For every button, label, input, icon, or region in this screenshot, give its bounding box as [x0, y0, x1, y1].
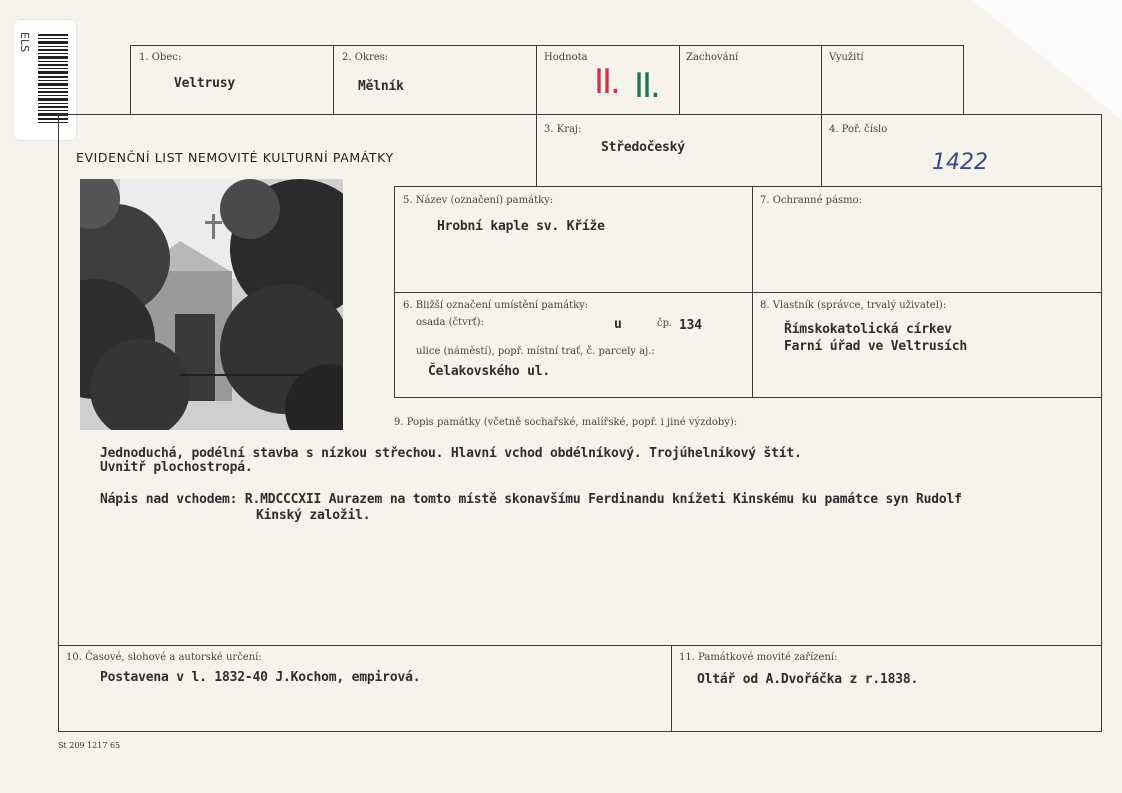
obec-value: Veltrusy [174, 76, 236, 91]
footer-code: St 209 1217 65 [58, 741, 121, 750]
hodnota-label: Hodnota [544, 52, 588, 63]
nazev-label: 5. Název (označení) památky: [403, 195, 554, 206]
popis-line2: Uvnitř plochostropá. [100, 460, 253, 475]
okres-value: Mělník [358, 79, 404, 94]
pasmo-label: 7. Ochranné pásmo: [760, 195, 863, 206]
popis-line3: Nápis nad vchodem: R.MDCCCXII Aurazem na tomto místě skonavšímu Ferdinandu knížeti Kinskému ku památce syn Rudolf [100, 492, 962, 507]
nazev-value: Hrobní kaple sv. Kříže [437, 219, 605, 234]
form-title: EVIDENČNÍ LIST NEMOVITÉ KULTURNÍ PAMÁTKY [76, 150, 394, 165]
por-cislo-label: 4. Poř. číslo [829, 124, 888, 135]
popis-line4: Kinský založil. [256, 508, 371, 523]
umisteni-label: 6. Bližší označení umístění památky: [403, 300, 589, 311]
zarizeni-value: Oltář od A.Dvořáčka z r.1838. [697, 672, 919, 687]
vlastnik-label: 8. Vlastník (správce, trvalý uživatel): [760, 300, 947, 311]
u-value: u [614, 317, 622, 332]
zachovani-label: Zachování [686, 52, 739, 63]
por-cislo-value: 1422 [932, 150, 988, 175]
vlastnik-line2: Farní úřad ve Veltrusích [784, 339, 968, 354]
ulice-label: ulice (náměstí), popř. místní trať, č. parcely aj.: [416, 346, 655, 357]
ulice-value: Čelakovského ul. [428, 364, 551, 379]
obec-label: 1. Obec: [139, 52, 182, 63]
urceni-label: 10. Časové, slohové a autorské určení: [66, 652, 262, 663]
folded-corner [972, 0, 1122, 120]
barcode-text: ELS [18, 32, 31, 53]
zarizeni-label: 11. Památkové movité zařízení: [679, 652, 838, 663]
kraj-value: Středočeský [601, 140, 685, 155]
cp-label: čp. [657, 318, 673, 329]
hodnota-value-green: II. [634, 66, 659, 106]
cp-value: 134 [679, 318, 702, 333]
hodnota-value-red: II. [594, 62, 619, 102]
monument-photo [80, 179, 343, 430]
kraj-label: 3. Kraj: [544, 124, 582, 135]
osada-label: osada (čtvrť): [416, 317, 484, 328]
okres-label: 2. Okres: [342, 52, 389, 63]
popis-line1: Jednoduchá, podélní stavba s nízkou střechou. Hlavní vchod obdélníkový. Trojúhelníkový štít. [100, 446, 802, 461]
barcode-icon [38, 34, 68, 124]
vlastnik-line1: Římskokatolická církev [784, 322, 952, 337]
vyuziti-label: Využití [829, 52, 864, 63]
urceni-value: Postavena v l. 1832-40 J.Kochom, empirová. [100, 670, 421, 685]
popis-label: 9. Popis památky (včetně sochařské, malířské, popř. i jiné výzdoby): [394, 417, 738, 428]
